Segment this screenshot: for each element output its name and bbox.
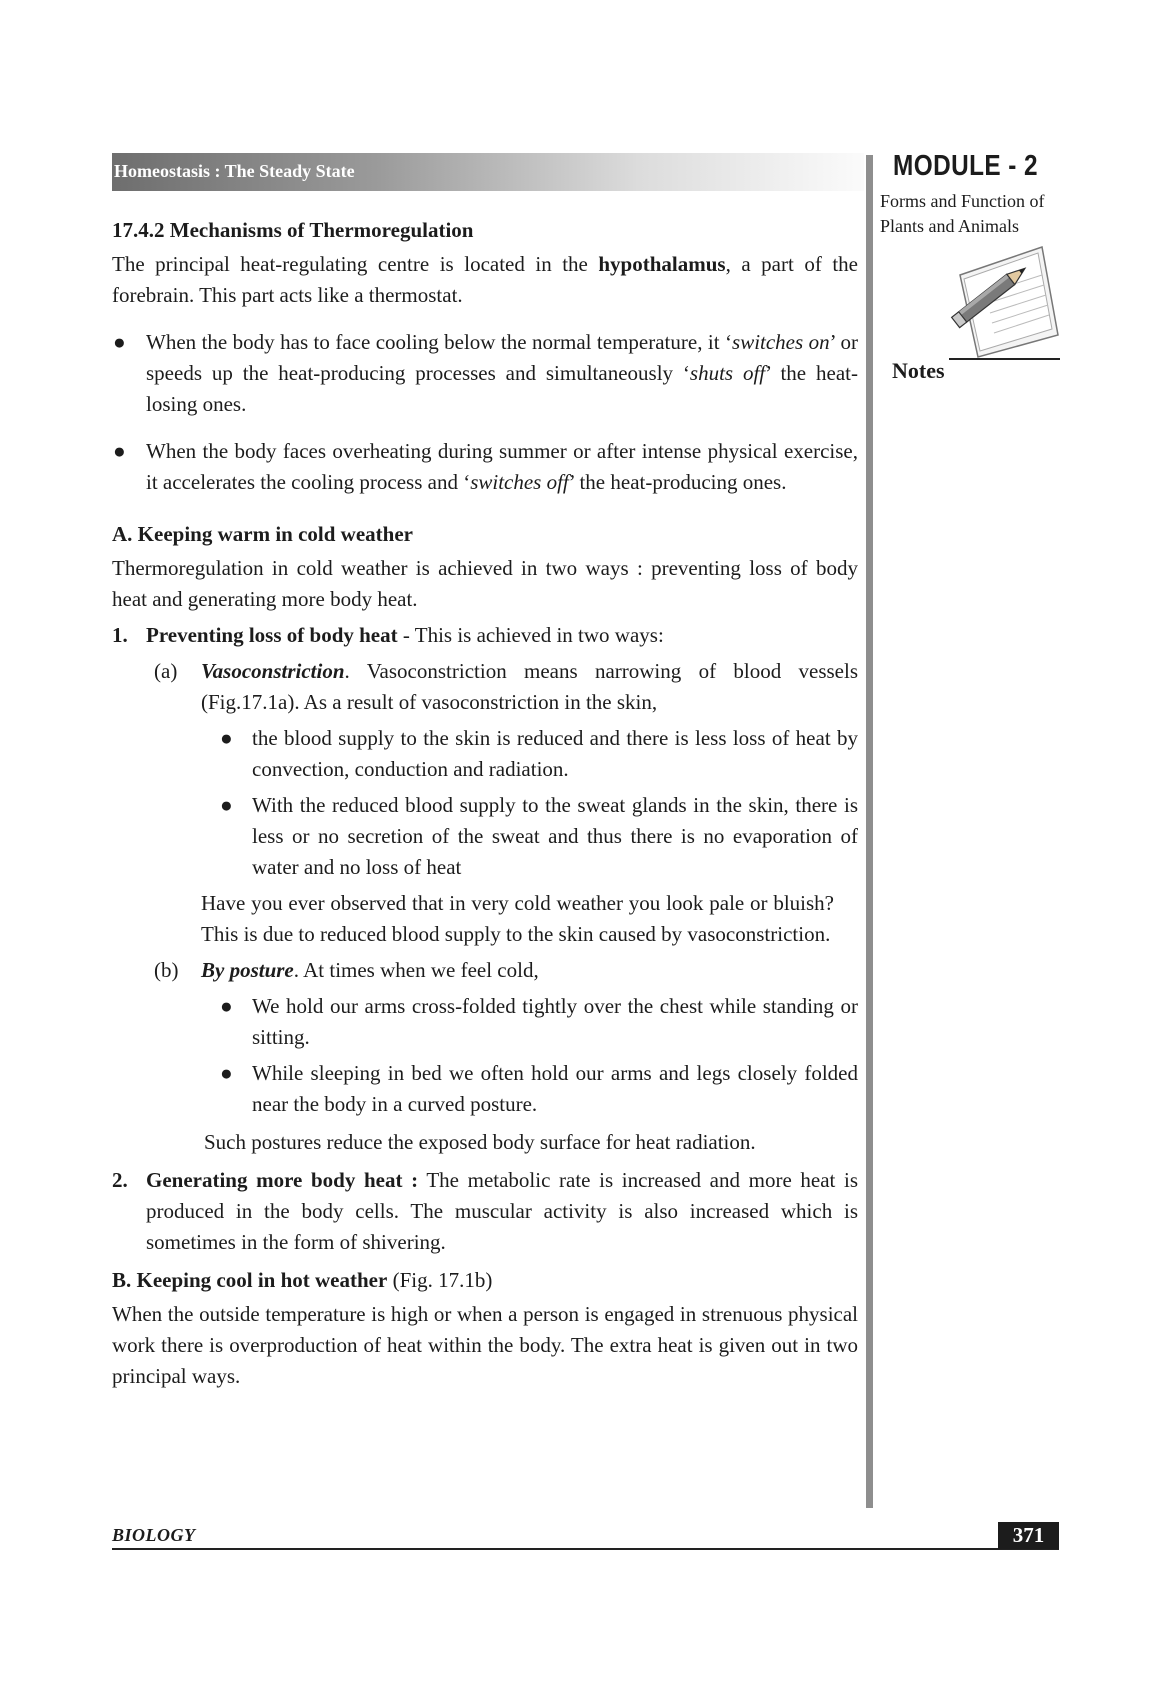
- page-number: 371: [998, 1522, 1059, 1549]
- numbered-item: 1. Preventing loss of body heat - This is achieved in two ways:: [112, 623, 664, 647]
- module-title: MODULE - 2: [893, 150, 1038, 182]
- bullet-icon: ●: [220, 1061, 233, 1085]
- notepad-pencil-icon: [950, 245, 1060, 360]
- bullet-icon: ●: [220, 793, 233, 817]
- numbered-item: 2. Generating more body heat : The metabolic rate is increased and more heat is produced in the body cells. The muscular activity is also increased which is sometimes in the form of shivering.: [112, 1168, 858, 1254]
- module-subtitle-line2: Plants and Animals: [880, 216, 1019, 236]
- section-heading: 17.4.2 Mechanisms of Thermoregulation: [112, 218, 474, 242]
- bullet-icon: ●: [220, 994, 233, 1018]
- sub-b-note: Such postures reduce the exposed body surface for heat radiation.: [204, 1130, 756, 1154]
- part-a-heading: A. Keeping warm in cold weather: [112, 522, 413, 546]
- module-subtitle-line1: Forms and Function of: [880, 191, 1045, 211]
- part-b-intro: When the outside temperature is high or when a person is engaged in strenuous physical work there is overproduction of heat within the body. The extra heat is given out in two principal ways.: [112, 1302, 858, 1388]
- list-item: ● We hold our arms cross-folded tightly over the chest while standing or sitting.: [112, 991, 858, 1053]
- main-content: [112, 215, 858, 1392]
- bullet-icon: ●: [113, 439, 126, 463]
- list-item: ● the blood supply to the skin is reduced and there is less loss of heat by convection, conduction and radiation.: [112, 723, 858, 785]
- notes-label: Notes: [892, 358, 949, 384]
- list-item: ● When the body has to face cooling below the normal temperature, it ‘switches on’ or speeds up the heat-producing processes and simultaneously ‘shuts off’ the heat-losing ones.: [112, 327, 858, 420]
- bullet-icon: ●: [113, 330, 126, 354]
- list-item: ● When the body faces overheating during summer or after intense physical exercise, it accelerates the cooling process and ‘switches off’ the heat-producing ones.: [112, 436, 858, 498]
- bullet-icon: ●: [220, 726, 233, 750]
- footer-rule: [112, 1548, 1059, 1550]
- sub-item-b: (b) By posture. At times when we feel cold,: [154, 958, 539, 982]
- part-a-intro: Thermoregulation in cold weather is achieved in two ways : preventing loss of body heat and generating more body heat.: [112, 556, 858, 611]
- part-b-heading: B. Keeping cool in hot weather (Fig. 17.1b): [112, 1268, 493, 1292]
- running-title: Homeostasis : The Steady State: [114, 161, 355, 181]
- module-subtitle: [880, 189, 1080, 239]
- section-intro: The principal heat-regulating centre is located in the hypothalamus, a part of the forebrain. This part acts like a thermostat.: [112, 252, 858, 307]
- running-header: [112, 153, 864, 191]
- margin-divider: [866, 155, 873, 1508]
- sub-a-note: Have you ever observed that in very cold weather you look pale or bluish? This is due to reduced blood supply to the skin caused by vasoconstriction.: [201, 891, 834, 946]
- list-item: ● With the reduced blood supply to the sweat glands in the skin, there is less or no secretion of the sweat and thus there is no evaporation of water and no loss of heat: [112, 790, 858, 883]
- footer-subject: BIOLOGY: [112, 1525, 196, 1545]
- list-item: ● While sleeping in bed we often hold our arms and legs closely folded near the body in a curved posture.: [112, 1058, 858, 1120]
- sub-item-a: (a) Vasoconstriction. Vasoconstriction means narrowing of blood vessels (Fig.17.1a). As a result of vasoconstriction in the skin,: [154, 659, 858, 714]
